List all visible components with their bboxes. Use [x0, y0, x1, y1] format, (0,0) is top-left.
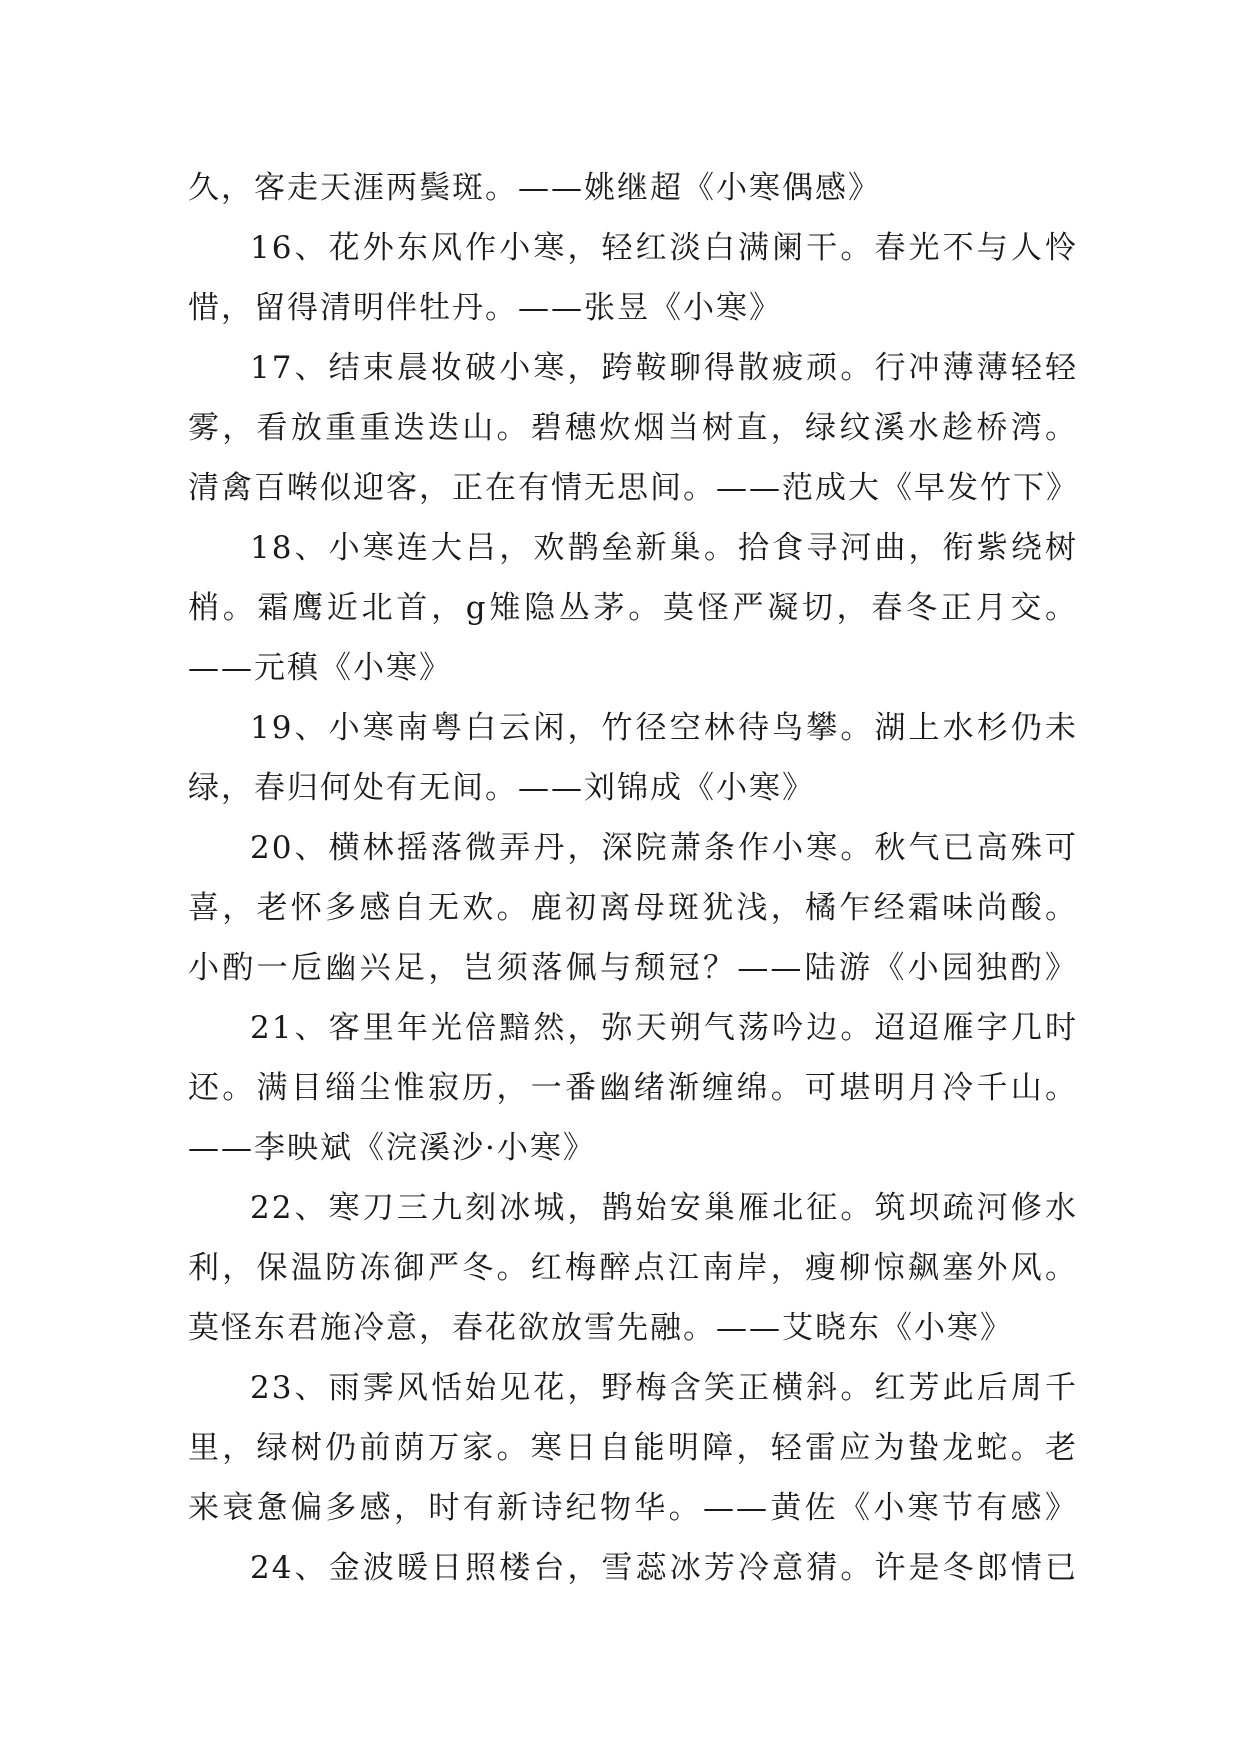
- text-line: 喜，老怀多感自无欢。鹿初离母斑犹浅，橘乍经霜味尚酸。: [188, 890, 1078, 926]
- text-line: 惜，留得清明伴牡丹。——张昱《小寒》: [188, 290, 782, 326]
- text-line: 久，客走天涯两鬓斑。——姚继超《小寒偶感》: [188, 170, 881, 206]
- text-line: 还。满目缁尘惟寂历，一番幽绪渐缠绵。可堪明月冷千山。: [188, 1070, 1078, 1106]
- text-line: 17、结束晨妆破小寒，跨鞍聊得散疲顽。行冲薄薄轻轻: [250, 350, 1078, 386]
- text-line: 雾，看放重重迭迭山。碧穗炊烟当树直，绿纹溪水趁桥湾。: [188, 410, 1078, 446]
- text-line: 来衰惫偏多感，时有新诗纪物华。——黄佐《小寒节有感》: [188, 1490, 1078, 1526]
- text-line: 梢。霜鹰近北首，g雉隐丛茅。莫怪严凝切，春冬正月交。: [188, 590, 1078, 626]
- text-line: 小酌一卮幽兴足，岂须落佩与颓冠？——陆游《小园独酌》: [188, 950, 1078, 986]
- text-line: 22、寒刀三九刻冰城，鹊始安巢雁北征。筑坝疏河修水: [250, 1190, 1078, 1226]
- text-line: 19、小寒南粤白云闲，竹径空林待鸟攀。湖上水杉仍未: [250, 710, 1078, 746]
- text-line: ——李映斌《浣溪沙·小寒》: [188, 1130, 596, 1166]
- text-line: 16、花外东风作小寒，轻红淡白满阑干。春光不与人怜: [250, 230, 1078, 266]
- text-line: 利，保温防冻御严冬。红梅醉点江南岸，瘦柳惊飙塞外风。: [188, 1250, 1078, 1286]
- text-line: 20、横林摇落微弄丹，深院萧条作小寒。秋气已高殊可: [250, 830, 1078, 866]
- text-line: 18、小寒连大吕，欢鹊垒新巢。拾食寻河曲，衔紫绕树: [250, 530, 1078, 566]
- text-line: 清禽百啭似迎客，正在有情无思间。——范成大《早发竹下》: [188, 470, 1079, 506]
- text-line: 里，绿树仍前荫万家。寒日自能明障，轻雷应为蛰龙蛇。老: [188, 1430, 1078, 1466]
- text-line: 莫怪东君施冷意，春花欲放雪先融。——艾晓东《小寒》: [188, 1310, 1013, 1346]
- text-line: 24、金波暖日照楼台，雪蕊冰芳冷意猜。许是冬郎情已: [250, 1550, 1078, 1586]
- text-line: 21、客里年光倍黯然，弥天朔气荡吟边。迢迢雁字几时: [250, 1010, 1078, 1046]
- text-line: 23、雨霁风恬始见花，野梅含笑正横斜。红芳此后周千: [250, 1370, 1078, 1406]
- text-line: 绿，春归何处有无间。——刘锦成《小寒》: [188, 770, 815, 806]
- document-body: [188, 158, 1078, 1598]
- text-line: ——元稹《小寒》: [188, 650, 452, 686]
